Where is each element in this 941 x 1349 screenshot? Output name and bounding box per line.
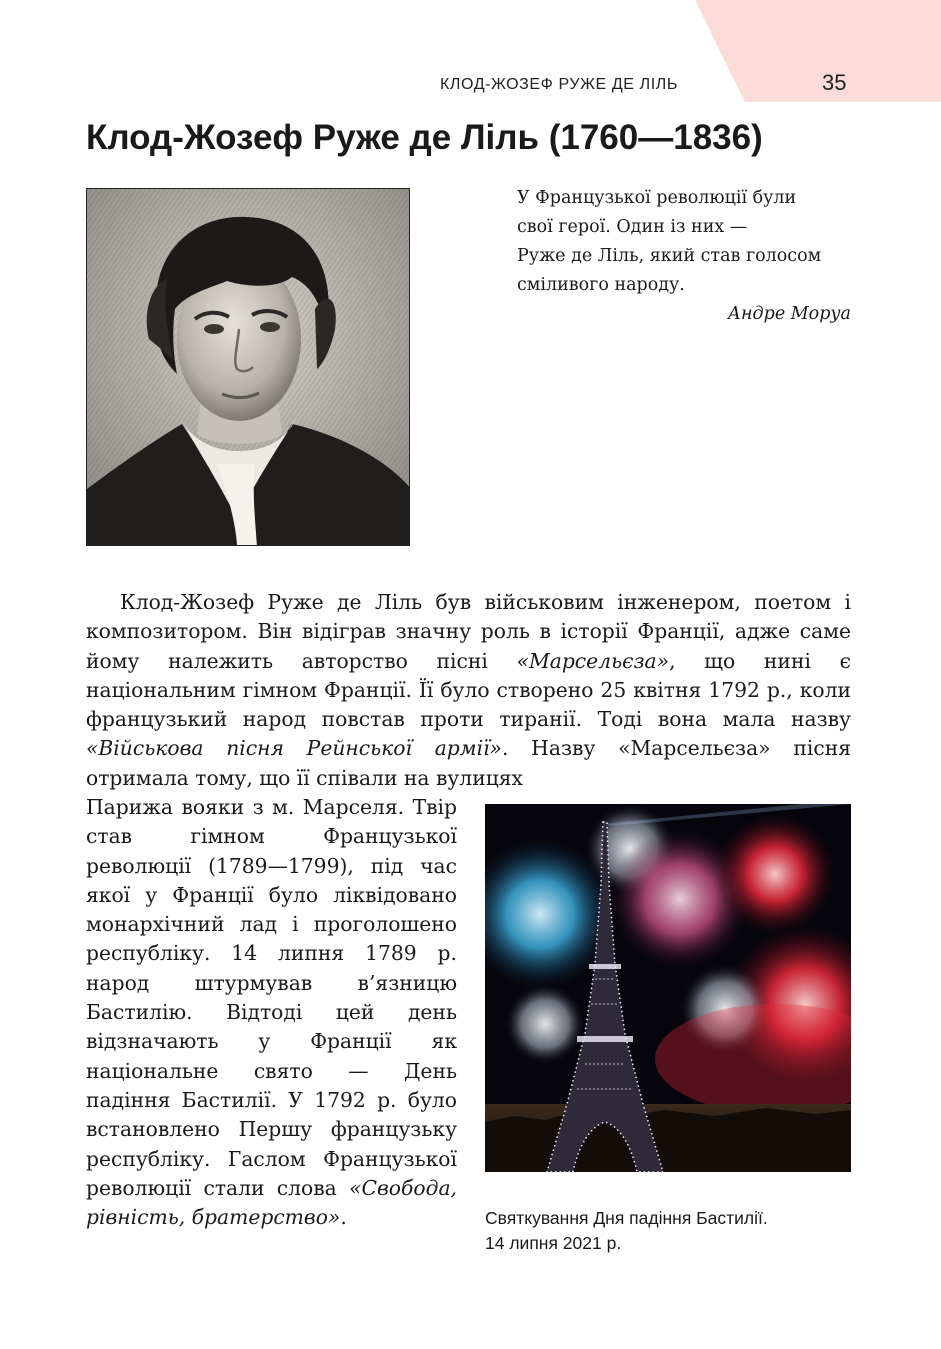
eiffel-fireworks-photo — [485, 804, 851, 1172]
running-header-title: КЛОД-ЖОЗЕФ РУЖЕ ДЕ ЛІЛЬ — [440, 76, 678, 93]
caption-line: Святкування Дня падіння Бастилії. — [485, 1208, 768, 1228]
page-title: Клод-Жозеф Руже де Ліль (1760—1836) — [86, 118, 763, 157]
body-text-segment: Парижа вояки з м. Марселя. Твір став гімном Французької революції (1789—1799), під час якої у Франції було ліквідовано монархічний лад і проголошено республіку. 14 липня 1789 р. народ штурмував в’язницю Бастилію. Відтоді цей день відзначають у Франції як національне свято — День падіння Бастилії. У 1792 р. було встановлено Першу французьку республіку. Гаслом Французької революції стали слова — [86, 795, 457, 1200]
caption-date: 14 липня 2021 р. — [485, 1233, 622, 1253]
body-paragraph — [86, 588, 851, 793]
song-title: «Марсельєза» — [516, 648, 670, 673]
epigraph-line: У Французької революції були — [517, 188, 797, 208]
revolution-slogan: «Свобода, рівність, братерство» — [86, 1175, 457, 1230]
epigraph-line: свої герої. Один із них — — [517, 217, 748, 237]
body-text-segment: . — [340, 1205, 347, 1230]
original-song-title: «Військова пісня Рейнської армії» — [86, 736, 502, 761]
body-text-segment: , що нині є національним гімном Франції. Її було створено 25 квітня 1792 р., коли французький народ повстав проти тиранії. Тоді вона мала назву — [86, 648, 851, 732]
epigraph-author: Андре Моруа — [727, 304, 851, 324]
epigraph-line: сміливого народу. — [517, 275, 685, 295]
body-text-segment: . Назву «Марсельєза» пісня отримала тому, що її співали на вулицях — [86, 736, 851, 790]
body-text-segment: Клод-Жозеф Руже де Ліль був військовим інженером, поетом і композитором. Він відіграв значну роль в історії Франції, адже саме йому належить авторство пісні — [86, 590, 851, 673]
page-number: 35 — [822, 70, 847, 95]
epigraph — [517, 184, 851, 329]
portrait-image — [86, 188, 410, 546]
photo-caption — [485, 1206, 855, 1256]
epigraph-line: Руже де Ліль, який став голосом — [517, 246, 822, 266]
body-paragraph-column — [86, 793, 457, 1232]
